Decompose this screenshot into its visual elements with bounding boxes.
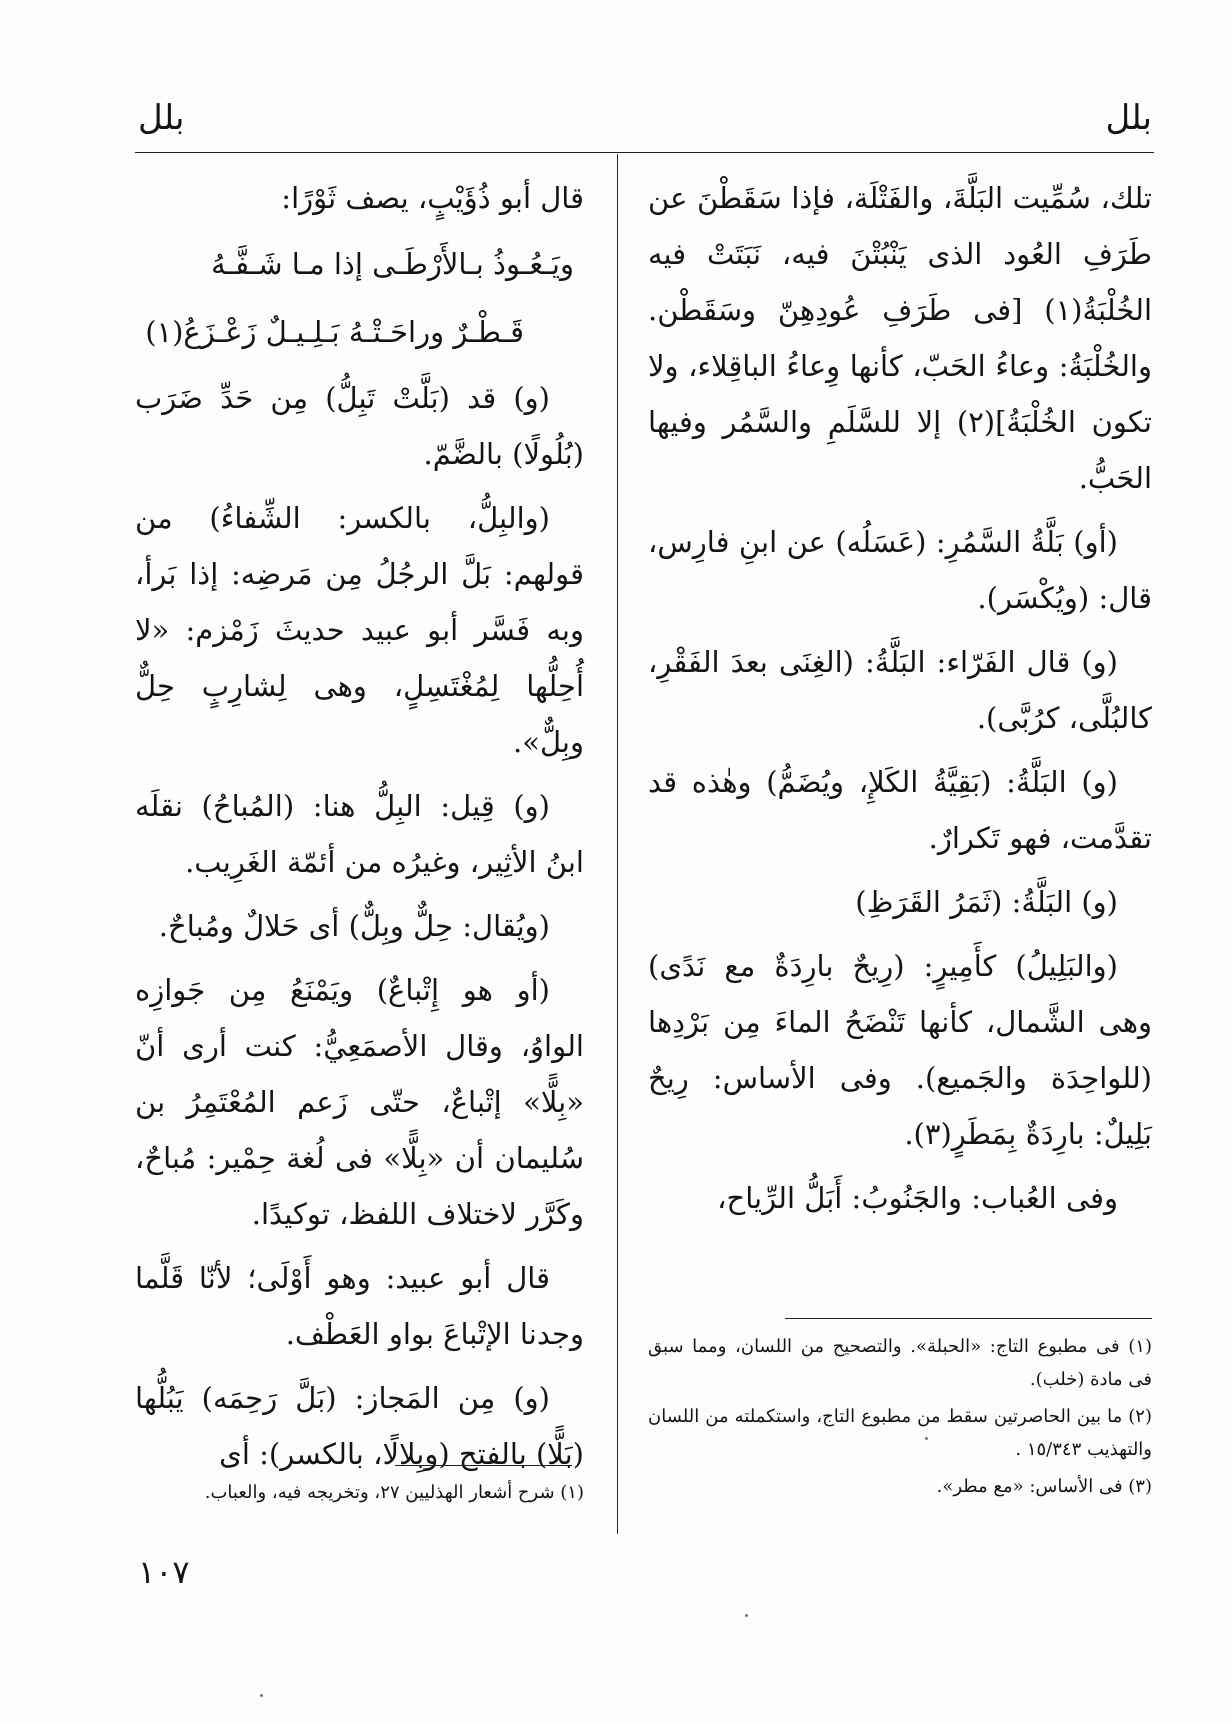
paragraph: وفى العُباب: والجَنُوبُ: أَبَلُّ الرِّياح،	[717, 1181, 1118, 1215]
footnotes-right	[648, 1330, 1152, 1507]
paragraph: (و) البَلَّةُ: (بَقِيَّةُ الكَلإِ، ويُضَمُّ) وهٰذه قد تقدَّمت، فهو تَكرارٌ.	[648, 765, 1152, 855]
paragraph: تلك، سُمِّيت البَلَّةَ، والفَتْلَة، فإذا سَقَطْنَ عن طَرَفِ العُود الذى يَنْبُتْنَ فيه، نَبَتَتْ فيه الخُلْبَةُ(١) [فى طَرَفِ عُودِهِنّ وسَقَطْن. والخُلْبَةُ: وعاءُ الحَبّ، كأنها وِعاءُ الباقِلاء، ولا تكون الخُلْبَةُ](٢) إلا للسَّلَمِ والسَّمُر وفيها الحَبُّ.	[648, 181, 1152, 495]
column-divider	[617, 154, 618, 1534]
paragraph: (والبِلُّ، بالكسر: الشِّفاءُ) من قولهم: بَلَّ الرجُلُ مِن مَرضِه: إذا بَرأ، وبه فَسَّر أبو عبيد حديثَ زَمْزم: «لا أُحِلُّها لِمُغْتَسِلٍ، وهى لِشارِبٍ حِلٌّ وبِلٌّ».	[135, 501, 584, 759]
paragraph: (و) البَلَّةُ: (ثَمَرُ القَرَظِ)	[855, 885, 1118, 919]
paragraph: (ويُقال: حِلٌّ وبِلٌّ) أى حَلالٌ ومُباحٌ.	[158, 909, 550, 943]
verse-intro: قال أبو ذُؤَيْبٍ، يصف ثَوْرًا:	[281, 181, 584, 215]
header-word-right: بلل	[1105, 98, 1152, 138]
paragraph: (و) قال الفَرّاء: البَلَّةُ: (الغِنَى بعدَ الفَقْرِ، كالبُلَّى، كرُبَّى).	[648, 645, 1152, 735]
header-word-left: بلل	[138, 98, 185, 138]
footnote-rule-left	[395, 1465, 572, 1466]
verse-line: قَـطْـرٌ وراحَـتْـهُ بَـلِـيـلٌ زَعْـزَعُ(١)	[145, 315, 524, 349]
paragraph: (و) مِن المَجاز: (بَلَّ رَحِمَه) يَبُلُّها (بَلًّا) بالفتح (وبِلالًا، بالكسر): أى	[135, 1381, 584, 1471]
paragraph: (و) قِيل: البِلُّ هنا: (المُباحُ) نقلَه ابنُ الأثِير، وغيرُه من أئمّة الغَرِيب.	[135, 789, 584, 879]
left-column	[135, 170, 584, 1490]
scan-speck	[925, 1437, 928, 1440]
page-number: ١٠٧	[138, 1553, 190, 1591]
verse-line: ويَـعُـوذُ بـالأَرْطَـى إذا مـا شَـفَّـهُ	[211, 247, 574, 281]
right-column	[648, 170, 1152, 1234]
header-rule	[135, 152, 1154, 153]
footnote: (١) شرح أشعار الهذليين ٢٧، وتخريجه فيه، والعباب.	[204, 1482, 584, 1503]
paragraph: قال أبو عبيد: وهو أَوْلَى؛ لأنّا قَلَّما وجدنا الإتْباعَ بواو العَطْف.	[135, 1261, 584, 1351]
scan-speck	[745, 1614, 748, 1617]
scan-speck	[260, 1694, 263, 1697]
footnote: (١) فى مطبوع التاج: «الحبلة». والتصحيح من اللسان، ومما سبق فى مادة (خلب).	[648, 1336, 1152, 1390]
paragraph: (و) قد (بَلَّتْ تَبِلُّ) مِن حَدِّ ضَرَب (بُلُولًا) بالضَّمّ.	[135, 381, 584, 471]
footnote-rule-right	[785, 1318, 1152, 1319]
footnote: (٢) ما بين الحاصرتين سقط من مطبوع التاج، واستكملته من اللسان والتهذيب ١٥/٣٤٣ .	[648, 1406, 1152, 1460]
paragraph: (أو هو إِتْباعٌ) ويَمْنَعُ مِن جَوازِه الواوُ، وقال الأصمَعِيُّ: كنت أرى أنّ «بِلًّا» إتْباعٌ، حتّى زَعم المُعْتَمِرُ بن سُليمان أن «بِلًّا» فى لُغة حِمْير: مُباحٌ، وكَرَّر لاختلاف اللفظ، توكيدًا.	[135, 973, 584, 1231]
paragraph: (والبَلِيلُ) كأَمِيرٍ: (رِيحٌ بارِدَةٌ مع نَدًى) وهى الشَّمال، كأنها تَنْضَحُ الماءَ مِن بَرْدِها (للواحِدَة والجَميع). وفى الأساس: رِيحٌ بَلِيلٌ: بارِدَةٌ بِمَطَرٍ(٣).	[648, 949, 1152, 1151]
footnote: (٣) فى الأساس: «مع مطر».	[936, 1476, 1152, 1497]
paragraph: (أو) بَلَّةُ السَّمُرِ: (عَسَلُه) عن ابنِ فارِس، قال: (ويُكْسَر).	[648, 525, 1152, 615]
footnotes-left	[135, 1476, 584, 1513]
